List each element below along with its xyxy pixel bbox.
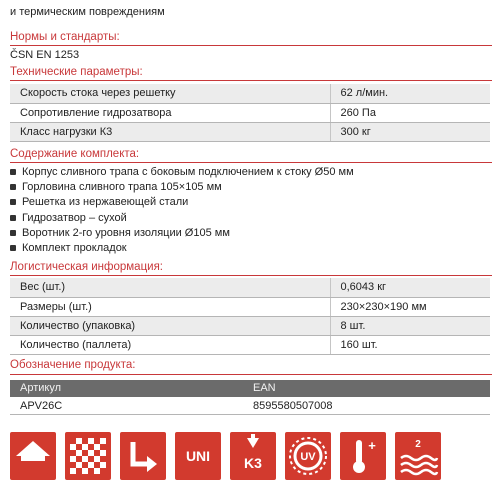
list-item <box>10 241 354 256</box>
list-item <box>10 211 354 226</box>
kit-title: Содержание комплекта: <box>10 148 140 160</box>
kit-list <box>10 165 354 256</box>
bullet-icon <box>10 184 16 190</box>
standards-title: Нормы и стандарты: <box>10 31 120 43</box>
list-item <box>10 195 354 210</box>
bullet-icon <box>10 230 16 236</box>
bullet-icon <box>10 169 16 175</box>
tech-params-table <box>10 84 490 142</box>
logistics-value: 8 шт. <box>330 316 490 335</box>
uv-label: UV <box>300 451 316 463</box>
product-table-header <box>10 380 490 397</box>
load-class-icon <box>230 432 276 480</box>
product-divider <box>10 374 492 375</box>
kit-item-text: Горловина сливного трапа 105×105 мм <box>22 181 222 194</box>
kit-item-text: Гидрозатвор – сухой <box>22 211 127 224</box>
uni-label: UNI <box>185 448 211 464</box>
table-row <box>10 316 490 335</box>
tech-params-title: Технические параметры: <box>10 66 143 78</box>
feature-icons-row <box>10 432 490 486</box>
logistics-value: 160 шт. <box>330 335 490 354</box>
table-row <box>10 297 490 316</box>
uv-resistant-icon <box>285 432 331 480</box>
logistics-title: Логистическая информация: <box>10 261 164 273</box>
kit-divider <box>10 162 492 163</box>
standards-divider <box>10 45 492 46</box>
bullet-icon <box>10 199 16 205</box>
bullet-icon <box>10 245 16 251</box>
side-outlet-icon <box>120 432 166 480</box>
param-value: 62 л/мин. <box>330 84 490 103</box>
kit-item-text: Корпус сливного трапа с боковым подключением к стоку Ø50 мм <box>22 166 354 178</box>
kit-item-text: Комплект прокладок <box>22 241 127 254</box>
product-title: Обозначение продукта: <box>10 359 136 371</box>
logistics-divider <box>10 275 492 276</box>
table-row <box>10 278 490 297</box>
temperature-label: + <box>368 438 376 453</box>
kit-item-text: Решетка из нержавеющей стали <box>22 196 189 209</box>
uni-icon <box>175 432 221 480</box>
kit-item-text: Воротник 2-го уровня изоляции Ø105 мм <box>22 226 230 239</box>
k3-label: K3 <box>244 455 262 471</box>
param-value: 260 Па <box>330 103 490 122</box>
exter-label: EXTER <box>16 466 50 477</box>
table-row <box>10 84 490 103</box>
param-label: Скорость стока через решетку <box>10 84 330 103</box>
ean-column-header: EAN <box>253 382 276 394</box>
param-label: Класс нагрузки К3 <box>10 122 330 141</box>
exter-icon <box>10 432 56 480</box>
param-label: Сопротивление гидрозатвора <box>10 103 330 122</box>
logistics-label: Вес (шт.) <box>10 278 330 297</box>
list-item <box>10 165 354 180</box>
table-row <box>10 335 490 354</box>
logistics-label: Размеры (шт.) <box>10 297 330 316</box>
ean-value: 8595580507008 <box>253 400 333 412</box>
logistics-value: 230×230×190 мм <box>330 297 490 316</box>
tile-pattern-icon <box>65 432 111 480</box>
logistics-label: Количество (паллета) <box>10 335 330 354</box>
intro-text: и термическим повреждениям <box>10 6 165 18</box>
param-value: 300 кг <box>330 122 490 141</box>
list-item <box>10 180 354 195</box>
article-value: APV26C <box>20 400 63 412</box>
tech-params-divider <box>10 80 492 81</box>
table-row <box>10 122 490 141</box>
temperature-icon <box>340 432 386 480</box>
list-item <box>10 226 354 241</box>
water-level-icon <box>395 432 441 480</box>
logistics-table <box>10 278 490 355</box>
standards-value: ČSN EN 1253 <box>10 49 80 61</box>
water-level-label: 2 <box>415 439 421 450</box>
logistics-label: Количество (упаковка) <box>10 316 330 335</box>
bullet-icon <box>10 215 16 221</box>
logistics-value: 0,6043 кг <box>330 278 490 297</box>
table-row <box>10 103 490 122</box>
article-column-header: Артикул <box>20 382 62 394</box>
table-row <box>10 397 490 415</box>
